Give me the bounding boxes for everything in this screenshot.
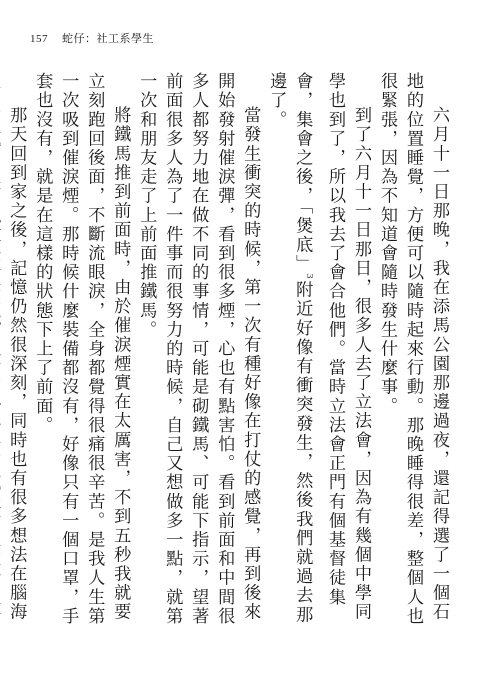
running-title: 蛇仔：社工系學生 [62, 32, 154, 45]
footnote-marker-3[interactable]: 3 [305, 273, 314, 281]
paragraph-2-part-b: 附近好像有衝突發生，然後我們就過去那邊了。 [266, 72, 313, 625]
paragraph-1: 六月十一日那晚，我在添馬公園那邊過夜，還記得選了一個石地的位置睡覺，方便可以隨時起來行動。那晚睡得很差，整個人也很緊張，因為不知道會隨時發生什麼事。 [377, 72, 449, 626]
paragraph-4: 將鐵馬推到前面時，由於催淚煙實在太厲害，不到五秒我就要立刻跑回後面，不斷流眼淚，全身都覺得很痛很辛苦。是我人生第一次吸到催淚煙。那時候什麼裝備都沒有，好像只有一個口罩，手套也沒有，就是在這樣的狀態下上了前面。 [32, 72, 131, 626]
page-number: 157 [30, 33, 48, 45]
paragraph-2-part-a: 到了六月十一日那日，很多人去了立法會，因為有幾個中學同學也到了，所以我去了會合他們。當時立法會正門有個基督徒集會，集會之後，「煲底」 [292, 72, 371, 623]
paragraph-5: 那天回到家之後，記憶仍然很深刻，同時也有很多想法在腦海 [6, 106, 27, 623]
paragraph-2 [263, 72, 374, 632]
vertical-text-body [6, 72, 452, 632]
page-header [30, 30, 154, 46]
paragraph-3: 當發生衝突的時候，第一次有種好像在打仗的感覺，再到後來開始發射催淚彈，看到很多煙，心也有點害怕。看到前面和中間很多人都努力地在做不同的事情，可能是砌鐵馬、可能下指示，望著前面很多人為了一件事而很努力的時候，自己又想做多一點，就第一次和朋友走了上前面推鐵馬。 [136, 72, 261, 626]
